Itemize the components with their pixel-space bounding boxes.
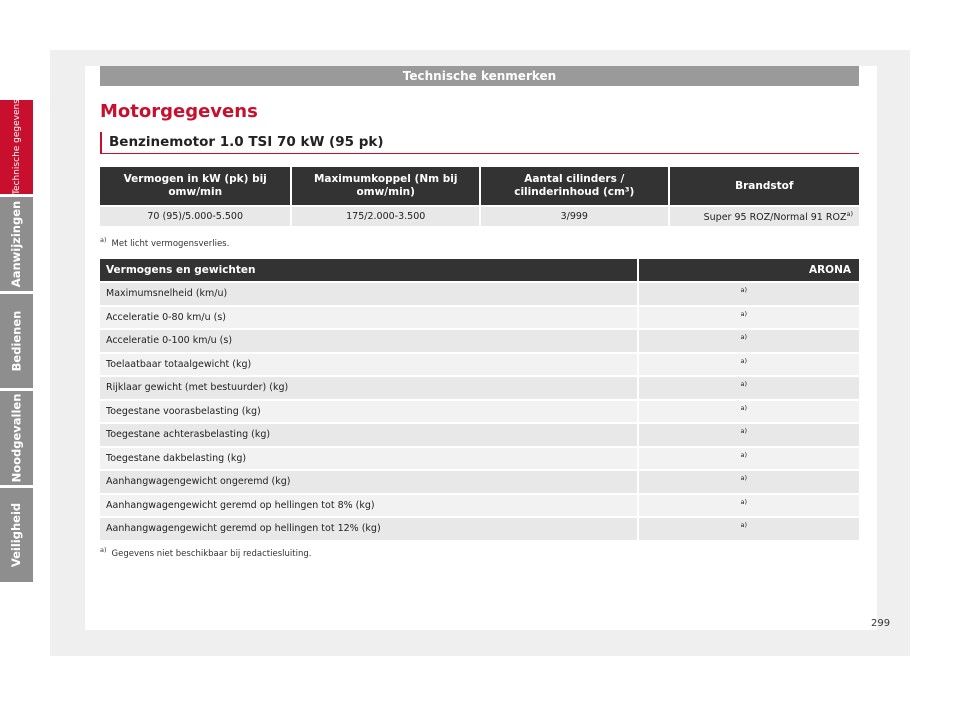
tab-technische-gegevens[interactable] [0,100,33,194]
table-row [100,375,859,399]
cell-torque: 175/2.000-3.500 [292,205,479,226]
row-value [639,493,859,517]
row-footnote-ref: a) [740,403,747,412]
footnote-2-marker: a) [100,546,107,554]
footnote-1-marker: a) [100,236,107,244]
row-label: Aanhangwagengewicht ongeremd (kg) [100,469,637,493]
row-value [639,281,859,305]
table-row [100,516,859,540]
table-row [100,469,859,493]
row-label: Toegestane achterasbelasting (kg) [100,422,637,446]
row-value [639,516,859,540]
header-weights-label: Vermogens en gewichten [100,259,637,281]
cell-cylinders: 3/999 [481,205,668,226]
section-title: Motorgegevens [100,101,258,122]
table-row [100,422,859,446]
row-footnote-ref: a) [740,286,747,294]
row-value [639,375,859,399]
weights-table [98,259,861,540]
header-fuel: Brandstof [670,167,859,205]
row-label: Maximumsnelheid (km/u) [100,281,637,305]
row-value [639,469,859,493]
tab-bedienen[interactable] [0,294,33,388]
table-row [100,399,859,423]
footnote-2-text: Gegevens niet beschikbaar bij redactiesluiting. [111,548,312,559]
table-row [100,446,859,470]
row-value [639,446,859,470]
row-value [639,305,859,329]
footnote-1-text: Met licht vermogensverlies. [111,238,230,249]
page-number: 299 [871,618,891,629]
cell-power: 70 (95)/5.000-5.500 [100,205,290,226]
row-value [639,422,859,446]
row-label: Aanhangwagengewicht geremd op hellingen tot 8% (kg) [100,493,637,517]
row-label: Acceleratie 0-100 km/u (s) [100,328,637,352]
row-footnote-ref: a) [740,380,747,388]
tab-aanwijzingen[interactable] [0,197,33,291]
tab-label: Technische gegevens [11,99,22,195]
cell-fuel [670,205,859,226]
row-value [639,328,859,352]
fuel-value: Super 95 ROZ/Normal 91 ROZ [703,212,847,224]
row-label: Toegestane voorasbelasting (kg) [100,399,637,423]
table-row [100,305,859,329]
tab-veiligheid[interactable] [0,488,33,582]
footnote-2 [100,546,311,559]
row-value [639,399,859,423]
header-power: Vermogen in kW (pk) bij omw/min [100,167,290,205]
table-row [100,281,859,305]
tab-label: Aanwijzingen [9,200,24,288]
row-footnote-ref: a) [740,356,747,365]
row-label: Toegestane dakbelasting (kg) [100,446,637,470]
table-row [100,328,859,352]
row-label: Rijklaar gewicht (met bestuurder) (kg) [100,375,637,399]
row-footnote-ref: a) [740,427,747,435]
row-footnote-ref: a) [740,333,747,341]
header-cylinders: Aantal cilinders / cilinderinhoud (cm³) [481,167,668,205]
row-label: Acceleratie 0-80 km/u (s) [100,305,637,329]
engine-subtitle: Benzinemotor 1.0 TSI 70 kW (95 pk) [100,132,859,154]
weights-table-header [100,259,859,281]
tab-noodgevallen[interactable] [0,391,33,485]
row-label: Aanhangwagengewicht geremd op hellingen tot 12% (kg) [100,516,637,540]
row-footnote-ref: a) [740,474,747,482]
row-footnote-ref: a) [740,521,747,529]
header-model: ARONA [639,259,859,281]
footnote-1 [100,236,229,249]
row-label: Toelaatbaar totaalgewicht (kg) [100,352,637,376]
row-value [639,352,859,376]
row-footnote-ref: a) [740,309,747,318]
tab-label: Veiligheid [9,502,24,568]
row-footnote-ref: a) [740,497,747,506]
tab-label: Noodgevallen [9,393,24,483]
row-footnote-ref: a) [740,450,747,459]
engine-table [98,167,861,226]
fuel-footnote-ref: a) [846,209,853,218]
tab-label: Bedienen [9,310,24,372]
table-row [100,352,859,376]
engine-table-header [100,167,859,205]
chapter-header: Technische kenmerken [100,66,859,86]
header-torque: Maximumkoppel (Nm bij omw/min) [292,167,479,205]
table-row [100,493,859,517]
engine-table-row [100,205,859,226]
